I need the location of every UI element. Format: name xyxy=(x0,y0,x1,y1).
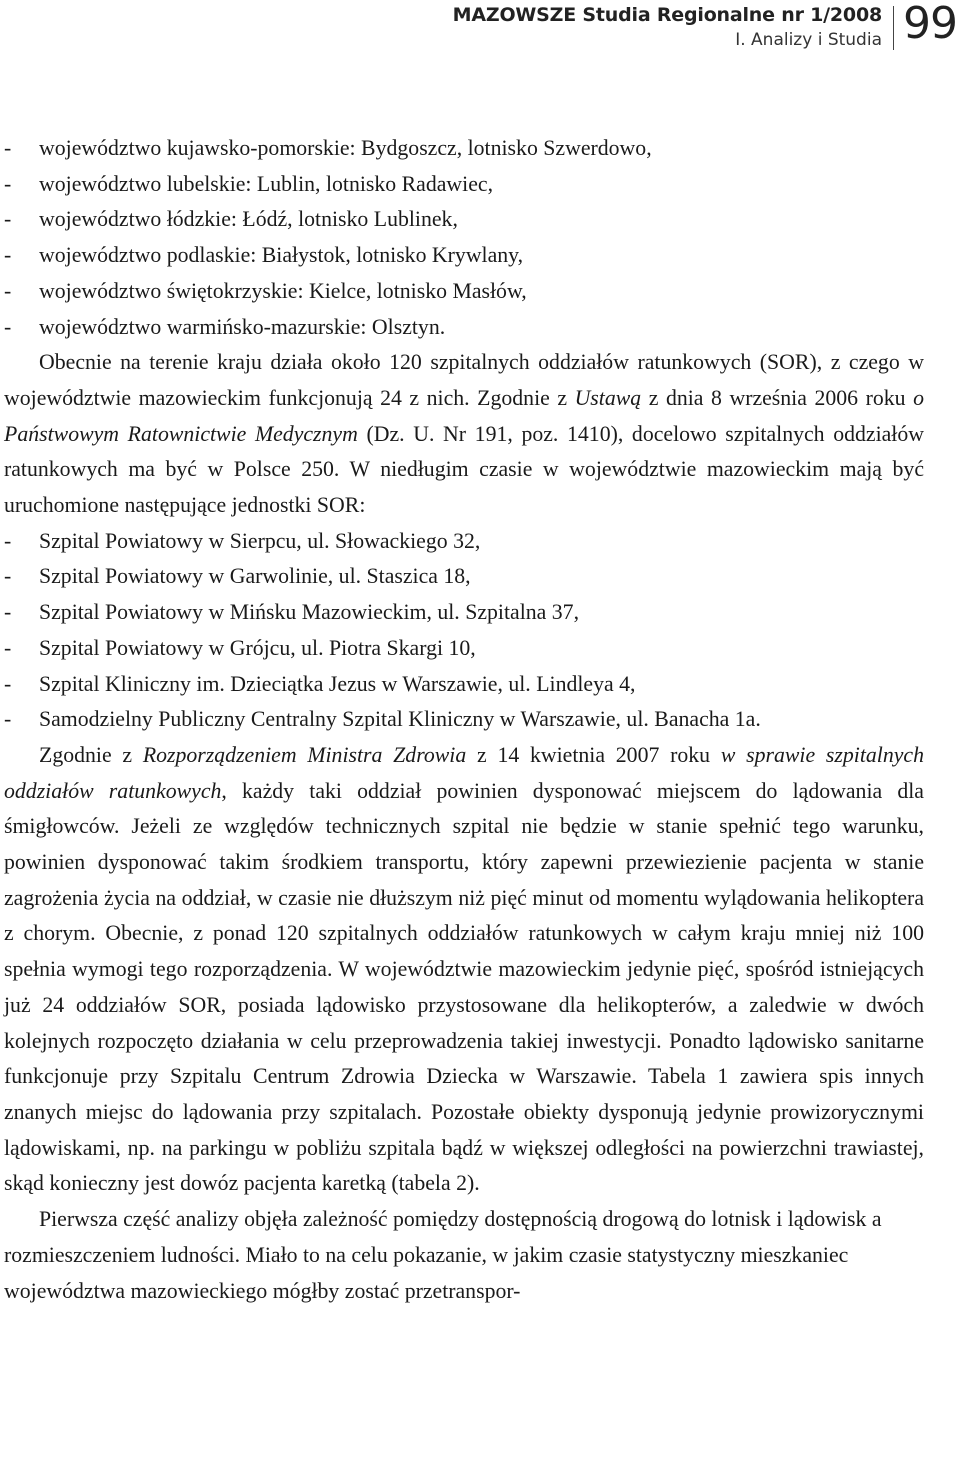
regulation-subject: w sprawie szpitalnych oddziałów ratunkowych xyxy=(4,742,924,803)
list-item: - Szpital Powiatowy w Garwolinie, ul. Staszica 18, xyxy=(4,559,924,595)
paragraph-helipads: Zgodnie z Rozporządzeniem Ministra Zdrowia z 14 kwietnia 2007 roku w sprawie szpitalnych oddziałów ratunkowych, każdy taki oddział powinien dysponować miejscem do lądowania dla śmigłowców. Jeżeli ze względów technicznych szpital nie będzie w stanie spełnić tego warunku, powinien dysponować takim środkiem transportu, który zapewni przewiezienie pacjenta w stanie zagrożenia życia na oddział, w czasie nie dłuższym niż pięć minut od momentu wylądowania helikoptera z chorym. Obecnie, z ponad 120 szpitalnych oddziałów ratunkowych w całym kraju mniej niż 100 spełnia wymogi tego rozporządzenia. W województwie mazowieckim jedynie pięć, spośród istniejących już 24 oddziałów SOR, posiada lądowisko przystosowane dla helikopterów, a zaledwie w dwóch kolejnych rozpoczęto działania w celu przeprowadzenia takiej inwestycji. Ponadto lądowisko sanitarne funkcjonuje przy Szpitalu Centrum Zdrowia Dziecka w Warszawie. Tabela 1 zawiera spis innych znanych miejsc do lądowania przy szpitalach. Pozostałe obiekty dysponują jedynie prowizorycznymi lądowiskami, np. na parkingu w pobliżu szpitala bądź w większej odległości na powierzchni trawiastej, skąd konieczny jest dowóz pacjenta karetką (tabela 2). xyxy=(4,742,924,1196)
voivodeship-list xyxy=(4,131,924,345)
list-item: - Szpital Powiatowy w Mińsku Mazowieckim, ul. Szpitalna 37, xyxy=(4,595,924,631)
list-dash: - xyxy=(4,136,12,160)
list-dash: - xyxy=(4,314,12,339)
paragraph-analysis: Pierwsza część analizy objęła zależność pomiędzy dostępnością drogową do lotnisk i lądowisk a rozmieszczeniem ludności. Miało to na celu pokazanie, w jakim czasie statystyczny mieszkaniec województwa mazowieckiego mógłby zostać przetranspor- xyxy=(4,1207,882,1303)
act-title: o Państwowym Ratownictwie Medycznym xyxy=(4,385,924,446)
list-item: - Szpital Powiatowy w Sierpcu, ul. Słowackiego 32, xyxy=(4,524,924,560)
list-item: - województwo kujawsko-pomorskie: Bydgoszcz, lotnisko Szwerdowo, xyxy=(4,131,924,167)
list-item: - Szpital Kliniczny im. Dzieciątka Jezus w Warszawie, ul. Lindleya 4, xyxy=(4,667,924,703)
list-dash: - xyxy=(4,243,12,268)
list-dash: - xyxy=(4,564,12,589)
list-dash: - xyxy=(4,707,12,732)
list-item: - województwo lubelskie: Lublin, lotnisko Radawiec, xyxy=(4,167,924,203)
list-item: - województwo świętokrzyskie: Kielce, lotnisko Masłów, xyxy=(4,274,924,310)
list-dash: - xyxy=(4,528,12,553)
list-dash: - xyxy=(4,207,12,232)
hospital-list xyxy=(4,524,924,738)
list-dash: - xyxy=(4,600,12,625)
list-item: - Szpital Powiatowy w Grójcu, ul. Piotra Skargi 10, xyxy=(4,631,924,667)
list-item: - Samodzielny Publiczny Centralny Szpital Kliniczny w Warszawie, ul. Banacha 1a. xyxy=(4,702,924,738)
section-title: I. Analizy i Studia xyxy=(735,30,882,50)
italic-term: Ustawą xyxy=(574,385,642,410)
list-item: - województwo podlaskie: Białystok, lotnisko Krywlany, xyxy=(4,238,924,274)
paragraph-sor-count: Obecnie na terenie kraju działa około 120 szpitalnych oddziałów ratunkowych (SOR), z czego w województwie mazowieckim funkcjonują 24 z nich. Zgodnie z Ustawą z dnia 8 września 2006 roku o Państwowym Ratownictwie Medycznym (Dz. U. Nr 191, poz. 1410), docelowo szpitalnych oddziałów ratunkowych ma być w Polsce 250. W niedługim czasie w województwie mazowieckim mają być uruchomione następujące jednostki SOR: xyxy=(4,350,924,518)
journal-title: MAZOWSZE Studia Regionalne nr 1/2008 xyxy=(452,4,882,26)
list-dash: - xyxy=(4,671,12,696)
list-dash: - xyxy=(4,278,12,303)
page-header xyxy=(0,0,960,70)
list-dash: - xyxy=(4,171,12,196)
list-dash: - xyxy=(4,635,12,660)
regulation-title: Rozporządzeniem Ministra Zdrowia xyxy=(142,742,467,767)
list-item: - województwo warmińsko-mazurskie: Olsztyn. xyxy=(4,310,924,346)
page-number: 99 xyxy=(903,0,957,49)
header-divider xyxy=(893,6,894,50)
article-body xyxy=(4,131,924,1309)
list-item: - województwo łódzkie: Łódź, lotnisko Lublinek, xyxy=(4,202,924,238)
